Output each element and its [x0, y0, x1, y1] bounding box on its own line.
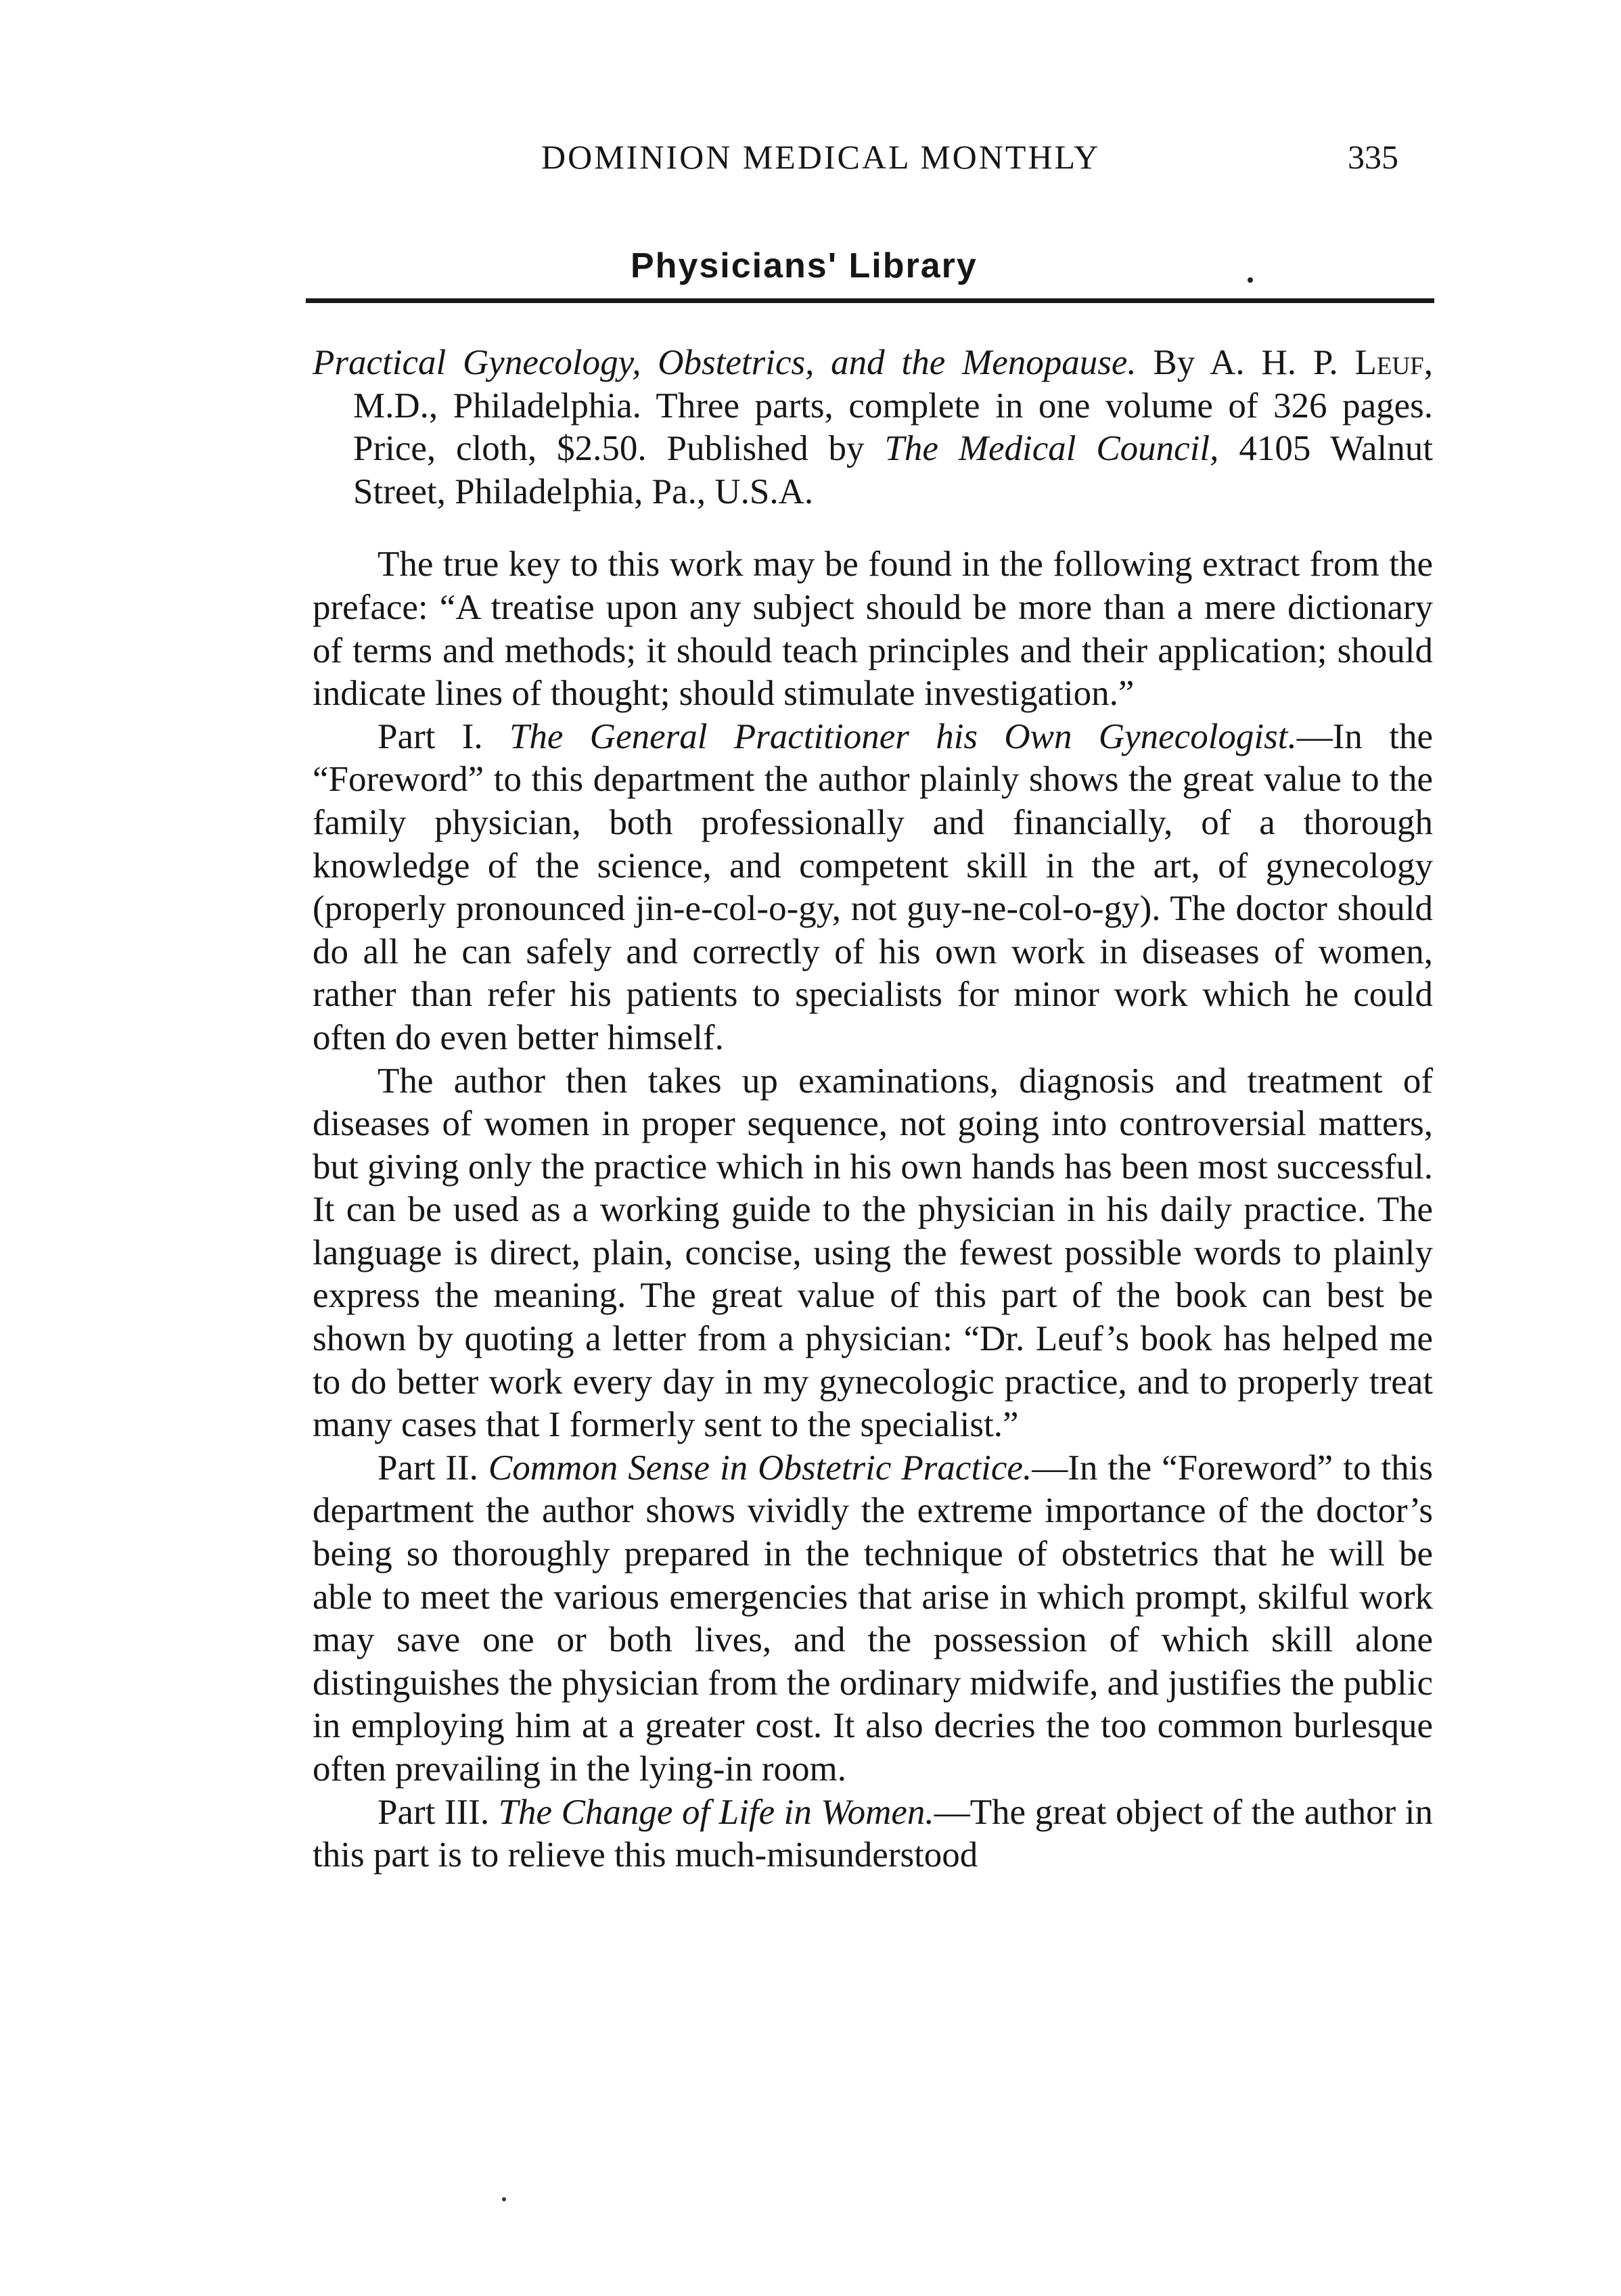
book-publisher: The Medical Council,: [884, 429, 1219, 469]
section-title: Physicians' Library: [631, 246, 978, 285]
part-three-text: —The great object of the author in this part is to relieve this much-misunderstood: [313, 1792, 1434, 1875]
journal-title: DOMINION MEDICAL MONTHLY: [541, 138, 1101, 176]
page-number: 335: [1348, 138, 1398, 176]
book-title: Practical Gynecology, Obstetrics, and the Menopause.: [313, 343, 1137, 382]
section-rule: [306, 298, 1434, 303]
book-author-name: Leuf: [1354, 343, 1424, 382]
part-three-label: Part III.: [378, 1792, 499, 1832]
book-publisher-address: 4105 Walnut Street, Philadelphia, Pa., U.S.A.: [353, 429, 1433, 511]
part-two-title: Common Sense in Obstetric Practice.: [488, 1448, 1032, 1488]
part-two-label: Part II.: [378, 1448, 488, 1488]
book-by: By A. H. P.: [1136, 343, 1355, 382]
intro-paragraph: The true key to this work may be found in the following extract from the preface: “A treatise upon any subject should be more than a mere dictionary of terms and methods; it should teach principles and their application; should indicate lines of thought; should stimulate investigation.”: [313, 545, 1433, 714]
part-one-paragraph: [313, 716, 1433, 1060]
stray-mark: [1248, 277, 1253, 283]
review-body: [313, 342, 1433, 1877]
part-three-paragraph: [313, 1791, 1433, 1877]
part-one-label: Part I.: [378, 716, 509, 756]
stray-mark: [502, 2197, 506, 2201]
part-three-title: The Change of Life in Women.: [498, 1792, 934, 1832]
part-one-text: —In the “Foreword” to this department the author plainly shows the great value to the family physician, both professionally and financially, of a thorough knowledge of the science, and competent skill in the art, of gynecology (properly pronounced jin-e-col-o-gy, not guy-ne-col-o-gy). The doctor should do all he can safely and correctly of his own work in diseases of women, rather than refer his patients to specialists for minor work which he could often do even better himself.: [313, 716, 1433, 1057]
part-two-text: —In the “Foreword” to this department the author shows vividly the extreme importance of the doctor’s being so thoroughly prepared in the technique of obstetrics that he will be able to meet the various emergencies that arise in which prompt, skilful work may save one or both lives, and the possession of which skill alone distinguishes the physician from the ordinary midwife, and justifies the public in employing him at a greater cost. It also decries the too common burlesque often prevailing in the lying-in room.: [313, 1448, 1433, 1789]
examinations-paragraph: The author then takes up examinations, diagnosis and treatment of diseases of women in proper sequence, not going into controversial matters, but giving only the practice which in his own hands has been most successful. It can be used as a working guide to the physician in his daily practice. The language is direct, plain, concise, using the fewest possible words to plainly express the meaning. The great value of this part of the book can best be shown by quoting a letter from a physician: “Dr. Leuf’s book has helped me to do better work every day in my gynecologic practice, and to properly treat many cases that I formerly sent to the specialist.”: [313, 1061, 1433, 1445]
book-details: , M.D., Philadelphia. Three parts, complete in one volume of 326 pages. Price, cloth, $2.50. Published by: [353, 343, 1434, 469]
part-one-title: The General Practitioner his Own Gynecologist.: [509, 716, 1297, 756]
part-two-paragraph: [313, 1447, 1433, 1791]
book-reference: [313, 342, 1433, 513]
